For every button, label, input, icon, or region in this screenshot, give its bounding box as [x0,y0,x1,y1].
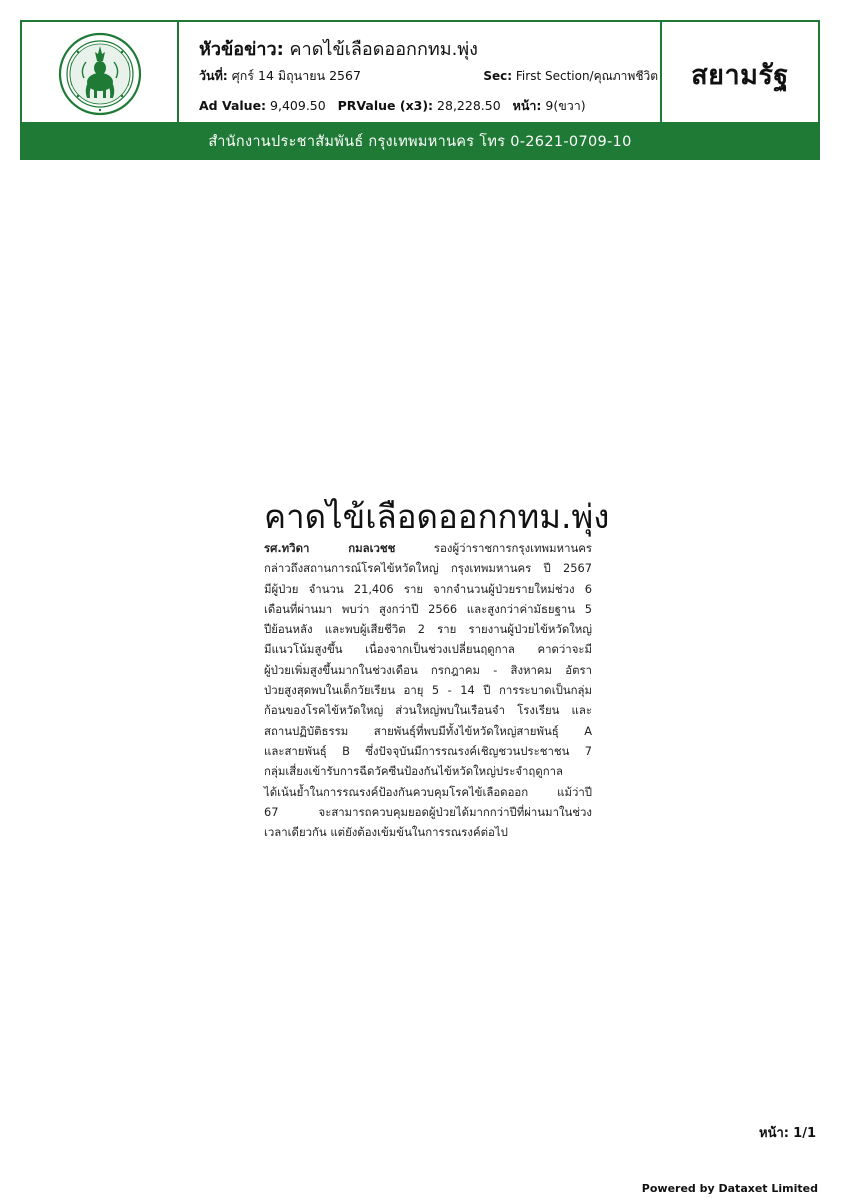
headline-value: คาดไข้เลือดออกกทม.พุ่ง [289,39,478,60]
newspaper-cell [662,22,818,126]
article-line: สถานปฏิบัติธรรม สายพันธุ์ที่พบมีทั้งไข้หวัดใหญ่สายพันธุ์ A [264,723,592,738]
section-row [483,67,658,86]
article-line-text: รองผู้ว่าราชการกรุงเทพมหานคร [395,541,592,555]
article-line: เดือนที่ผ่านมา พบว่า สูงกว่าปี 2566 และสูงกว่าค่ามัธยฐาน 5 [264,601,592,616]
bangkok-emblem-logo [58,32,142,116]
header-top-row [22,22,818,126]
footer-page-label: หน้า: [759,1126,790,1141]
logo-cell [22,22,179,126]
article-line: มีแนวโน้มสูงขึ้น เนื่องจากเป็นช่วงเปลี่ยนฤดูกาล คาดว่าจะมี [264,642,592,657]
section-value: First Section/คุณภาพชีวิต [515,69,658,83]
headline-label: หัวข้อข่าว: [199,39,284,60]
powered-by: Powered by Dataxet Limited [641,1182,818,1195]
section-label: Sec: [483,69,513,83]
article-line: มีผู้ป่วย จำนวน 21,406 ราย จากจำนวนผู้ป่วยรายใหม่ช่วง 6 [264,581,592,596]
article-line: กล่าวถึงสถานการณ์โรคไข้หวัดใหญ่ กรุงเทพมหานคร ปี 2567 [264,561,592,576]
office-bar-text: สำนักงานประชาสัมพันธ์ กรุงเทพมหานคร โทร 0-2621-0709-10 [208,133,632,150]
pr-value-label: PRValue (x3): [337,98,434,113]
pr-value: 28,228.50 [437,98,501,113]
ad-value: 9,409.50 [270,98,326,113]
article-body [264,538,592,842]
office-bar [20,122,820,160]
page-value: 9(ขวา) [545,98,586,113]
article-title: คาดไข้เลือดออกกทม.พุ่ง [264,497,610,536]
date-label: วันที่: [199,68,228,83]
article-line: และสายพันธุ์ B ซึ่งปัจจุบันมีการรณรงค์เชิญชวนประชาชน 7 [264,743,592,758]
article-line: กลุ่มเสี่ยงเข้ารับการฉีดวัคซีนป้องกันไข้หวัดใหญ่ประจำฤดูกาล [264,764,564,779]
headline-row [199,34,478,63]
clipping-header [20,20,820,160]
newspaper-name: สยามรัฐ [691,59,789,91]
page-number [759,1122,816,1143]
article-line [264,538,592,558]
clipping-info [179,22,662,126]
article-line: ก้อนของโรคไข้หวัดใหญ่ ส่วนใหญ่พบในเรือนจำ โรงเรียน และ [264,703,592,718]
article-line: ได้เน้นย้ำในการรณรงค์ป้องกันควบคุมโรคไข้เลือดออก แม้ว่าปี [264,784,592,799]
footer-page-value: 1/1 [793,1126,816,1141]
value-row [199,96,586,116]
article-line: ปีย้อนหลัง และพบผู้เสียชีวิต 2 ราย รายงานผู้ป่วยไข้หวัดใหญ่ [264,622,592,637]
date-row [199,66,361,86]
page-label: หน้า: [512,98,542,113]
article-line: ผู้ป่วยเพิ่มสูงขึ้นมากในช่วงเดือน กรกฎาคม - สิงหาคม อัตรา [264,662,592,677]
date-value: ศุกร์ 14 มิถุนายน 2567 [231,68,361,83]
article-author: รศ.ทวิดา กมลเวชช [264,541,396,555]
article-line: ป่วยสูงสุดพบในเด็กวัยเรียน อายุ 5 - 14 ปี การระบาดเป็นกลุ่ม [264,683,592,698]
ad-value-label: Ad Value: [199,98,267,113]
article-line: เวลาเดียวกัน แต่ยังต้องเข้มข้นในการรณรงค์ต่อไป [264,825,508,840]
article-line: 67 จะสามารถควบคุมยอดผู้ป่วยได้มากกว่าปีที่ผ่านมาในช่วง [264,804,592,819]
